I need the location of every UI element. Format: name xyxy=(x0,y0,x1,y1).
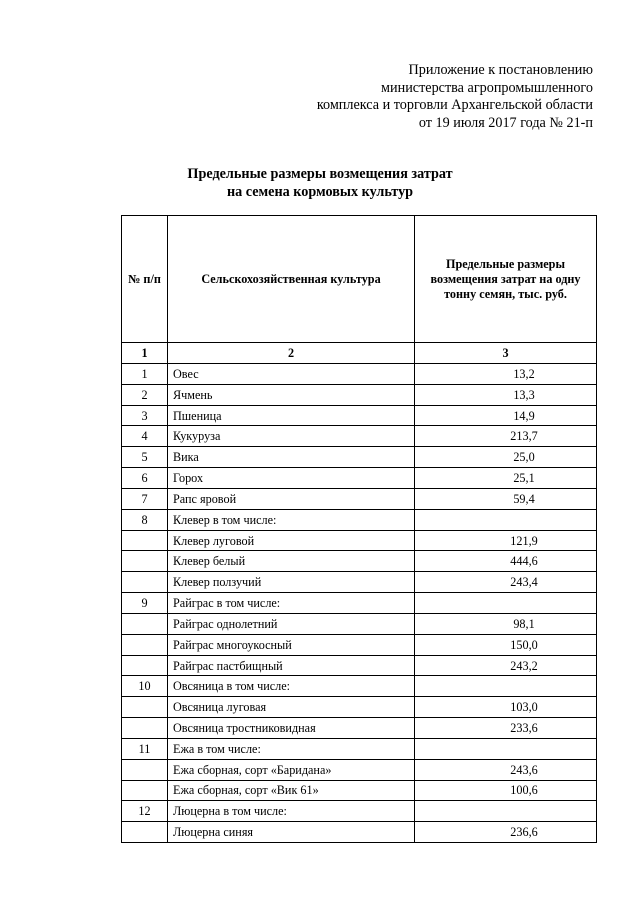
row-number xyxy=(122,697,168,718)
row-value: 444,6 xyxy=(415,551,597,572)
table-row xyxy=(122,593,597,614)
row-number: 11 xyxy=(122,738,168,759)
row-culture: Люцерна в том числе: xyxy=(168,801,415,822)
table-row xyxy=(122,572,597,593)
row-culture: Овсяница в том числе: xyxy=(168,676,415,697)
row-value: 243,4 xyxy=(415,572,597,593)
table-row xyxy=(122,655,597,676)
row-value xyxy=(415,593,597,614)
row-number xyxy=(122,822,168,843)
row-culture: Райграс многоукосный xyxy=(168,634,415,655)
row-culture: Райграс пастбищный xyxy=(168,655,415,676)
row-value xyxy=(415,509,597,530)
title-line: Предельные размеры возмещения затрат xyxy=(187,166,453,182)
row-value: 103,0 xyxy=(415,697,597,718)
row-number xyxy=(122,551,168,572)
row-culture: Рапс яровой xyxy=(168,488,415,509)
row-culture: Вика xyxy=(168,447,415,468)
header-cost: Предельные размеры возмещения затрат на одну тонну семян, тыс. руб. xyxy=(415,216,597,343)
row-culture: Клевер белый xyxy=(168,551,415,572)
header-num: № п/п xyxy=(122,216,168,343)
row-number xyxy=(122,655,168,676)
row-number: 12 xyxy=(122,801,168,822)
row-value xyxy=(415,676,597,697)
row-culture: Овес xyxy=(168,364,415,385)
row-culture: Овсяница луговая xyxy=(168,697,415,718)
row-number: 5 xyxy=(122,447,168,468)
row-value xyxy=(415,801,597,822)
column-number: 3 xyxy=(415,343,597,364)
appendix-line: от 19 июля 2017 года № 21-п xyxy=(418,114,593,131)
table-row xyxy=(122,405,597,426)
row-number: 3 xyxy=(122,405,168,426)
row-number: 2 xyxy=(122,384,168,405)
table-row xyxy=(122,718,597,739)
row-number xyxy=(122,530,168,551)
table-row xyxy=(122,822,597,843)
table-row xyxy=(122,738,597,759)
row-value: 121,9 xyxy=(415,530,597,551)
row-value: 243,2 xyxy=(415,655,597,676)
column-number: 1 xyxy=(122,343,168,364)
row-value: 233,6 xyxy=(415,718,597,739)
row-number xyxy=(122,634,168,655)
table-row xyxy=(122,676,597,697)
row-culture: Ежа сборная, сорт «Вик 61» xyxy=(168,780,415,801)
table-row xyxy=(122,697,597,718)
table-row xyxy=(122,530,597,551)
row-number: 8 xyxy=(122,509,168,530)
row-value: 243,6 xyxy=(415,759,597,780)
row-culture: Овсяница тростниковидная xyxy=(168,718,415,739)
row-value: 25,1 xyxy=(415,468,597,489)
row-value: 14,9 xyxy=(415,405,597,426)
table-body xyxy=(122,364,597,843)
table-row xyxy=(122,759,597,780)
row-number: 9 xyxy=(122,593,168,614)
document-title xyxy=(0,165,640,201)
appendix-line: комплекса и торговли Архангельской области xyxy=(316,97,593,113)
appendix-block xyxy=(317,62,593,132)
row-culture: Райграс в том числе: xyxy=(168,593,415,614)
row-culture: Кукуруза xyxy=(168,426,415,447)
row-culture: Райграс однолетний xyxy=(168,613,415,634)
table-row xyxy=(122,488,597,509)
row-culture: Клевер луговой xyxy=(168,530,415,551)
table-row xyxy=(122,801,597,822)
row-culture: Ячмень xyxy=(168,384,415,405)
row-number: 4 xyxy=(122,426,168,447)
row-value xyxy=(415,738,597,759)
table-header-row xyxy=(122,216,597,343)
row-culture: Люцерна синяя xyxy=(168,822,415,843)
table-row xyxy=(122,447,597,468)
row-number xyxy=(122,613,168,634)
row-number xyxy=(122,718,168,739)
table-row xyxy=(122,384,597,405)
row-value: 25,0 xyxy=(415,447,597,468)
table-row xyxy=(122,634,597,655)
column-number: 2 xyxy=(168,343,415,364)
row-value: 13,2 xyxy=(415,364,597,385)
row-value: 59,4 xyxy=(415,488,597,509)
row-value: 150,0 xyxy=(415,634,597,655)
table-row xyxy=(122,426,597,447)
header-culture: Сельскохозяйственная культура xyxy=(168,216,415,343)
row-number: 6 xyxy=(122,468,168,489)
row-culture: Горох xyxy=(168,468,415,489)
table-row xyxy=(122,613,597,634)
row-culture: Клевер в том числе: xyxy=(168,509,415,530)
row-number: 10 xyxy=(122,676,168,697)
row-number xyxy=(122,759,168,780)
row-value: 98,1 xyxy=(415,613,597,634)
row-culture: Пшеница xyxy=(168,405,415,426)
row-number: 7 xyxy=(122,488,168,509)
row-culture: Ежа в том числе: xyxy=(168,738,415,759)
row-number: 1 xyxy=(122,364,168,385)
row-value: 213,7 xyxy=(415,426,597,447)
table-row xyxy=(122,551,597,572)
table-row xyxy=(122,468,597,489)
row-culture: Клевер ползучий xyxy=(168,572,415,593)
table-row xyxy=(122,364,597,385)
row-number xyxy=(122,780,168,801)
appendix-line: министерства агропромышленного xyxy=(381,79,593,96)
row-culture: Ежа сборная, сорт «Баридана» xyxy=(168,759,415,780)
appendix-line: Приложение к постановлению xyxy=(408,62,593,78)
column-number-row xyxy=(122,343,597,364)
cost-table xyxy=(121,215,597,843)
table-row xyxy=(122,780,597,801)
row-value: 13,3 xyxy=(415,384,597,405)
table-row xyxy=(122,509,597,530)
row-value: 236,6 xyxy=(415,822,597,843)
row-number xyxy=(122,572,168,593)
row-value: 100,6 xyxy=(415,780,597,801)
title-line: на семена кормовых культур xyxy=(226,184,414,200)
